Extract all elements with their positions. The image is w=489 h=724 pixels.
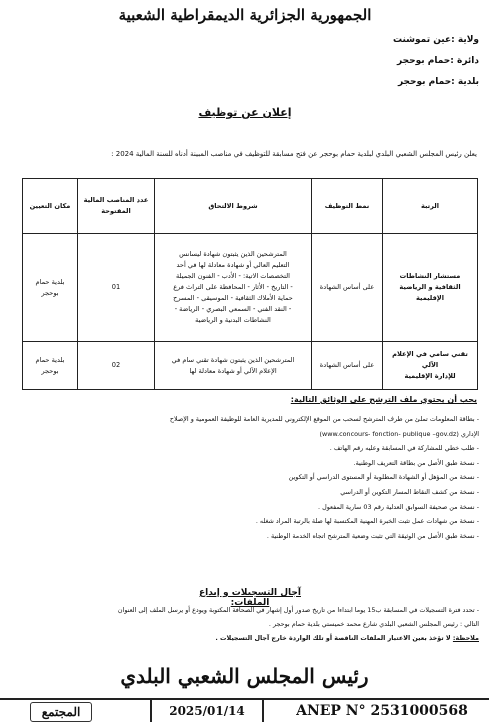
anep-number: ANEP N° 2531000568 [296, 703, 468, 719]
deadline-text [9, 603, 479, 645]
table-row [23, 342, 478, 390]
condition-line: الإعلام الآلي أو شهادة معادلة لها [189, 366, 277, 375]
rank-line: مستشار النشاطات [399, 272, 461, 280]
rank-line: الثقافية و الرياضية [399, 283, 461, 291]
cell-count: 01 [78, 234, 155, 342]
intro-text: يعلن رئيس المجلس الشعبي البلدي لبلدية حمام بوحجر عن فتح مسابقة للتوظيف في مناصب المبينة أدناه للسنة المالية 2024 : [111, 150, 477, 158]
cell-count: 02 [78, 342, 155, 390]
cell-place: بلدية حمام بوحجر [23, 342, 78, 390]
list-item: - نسخة طبق الأصل من بطاقة التعريف الوطنية. [353, 458, 479, 467]
rank-line: الإقليمية [416, 294, 444, 302]
page-title: إعلان عن توظيف [198, 106, 292, 119]
condition-line: التعليم العالي أو شهادة معادلة لها في أحد [176, 261, 290, 269]
list-item: - نسخة من شهادات عمل تثبت الخبرة المهنية المكتسبة لها صلة بالرتبة المراد شغله . [255, 517, 479, 526]
list-item: الإداري (www.concours- fonction- publique –gov.dz) [319, 429, 479, 438]
condition-line: حماية الأملاك الثقافية - الموسيقى - المسرح [173, 294, 293, 302]
newspaper-logo: المجتمع [30, 702, 92, 722]
list-item: - نسخة من صحيفة السوابق العدلية رقم 03 سارية المفعول . [318, 502, 479, 511]
cell-conditions [155, 342, 312, 390]
administration-block [319, 30, 479, 93]
republic-header: الجمهورية الجزائرية الديمقراطية الشعبية [118, 6, 372, 24]
list-item: - نسخة من المؤهل أو الشهادة المطلوبة أو المستوى الدراسي أو التكوين [288, 473, 479, 482]
col-header-count: عدد المناصب المالية المفتوحة [78, 179, 155, 234]
signature-title: رئيس المجلس الشعبي البلدي [120, 664, 369, 688]
condition-line: المترشحين الذين يثبتون شهادة تقني سام في [171, 355, 295, 364]
rank-line: للإدارة الإقليمية [404, 372, 456, 380]
cell-rank [383, 342, 478, 390]
note [9, 631, 479, 645]
col-header-place: مكان التعيين [23, 179, 78, 234]
condition-line: - النقد الفني - السمعي البصري - الرياضة - [174, 305, 292, 313]
deadline-line: التالي : رئيس المجلس الشعبي البلدي شارع محمد خميستي بلدية حمام بوحجر . [268, 620, 479, 628]
publication-date: 2025/01/14 [150, 700, 264, 722]
positions-table [22, 178, 478, 390]
col-header-conditions: شروط الالتحاق [155, 179, 312, 234]
table-header-row [23, 179, 478, 234]
condition-line: النشاطات البدنية و الرياضية [195, 316, 271, 324]
admin-line-daira: دائرة :حمام بوحجر [397, 56, 479, 66]
deadline-heading: آجال التسجيلات و إيداع الملفات: [199, 588, 301, 608]
cell-rank [383, 234, 478, 342]
footer-bar [0, 698, 489, 724]
note-text: لا تؤخذ بعين الاعتبار الملفات الناقصة أو تلك الواردة خارج آجال التسجيلات . [215, 634, 451, 642]
list-item: - طلب خطي للمشاركة في المسابقة وعليه رقم الهاتف . [329, 444, 479, 453]
rank-line: تقني سامي في الإعلام الآلي [392, 350, 468, 369]
cell-mode: على أساس الشهادة [312, 234, 383, 342]
col-header-mode: نمط التوظيف [312, 179, 383, 234]
condition-line: - التاريخ - الأثار - المحافظة على التراث فرع [173, 283, 293, 291]
cell-conditions [155, 234, 312, 342]
condition-line: التخصصات الاتية: - الأدب - الفنون الجميلة [175, 272, 291, 280]
table-row [23, 234, 478, 342]
admin-line-commune: بلدية :حمام بوحجر [397, 77, 479, 87]
documents-list [9, 412, 479, 543]
admin-line-wilaya: ولاية :عين تموشنت [392, 35, 479, 45]
note-label: ملاحظة: [452, 634, 479, 642]
cell-place: بلدية حمام بوحجر [23, 234, 78, 342]
cell-mode: على أساس الشهادة [312, 342, 383, 390]
col-header-rank: الرتبة [383, 179, 478, 234]
condition-line: المترشحين الذين يثبتون شهادة ليسانس [179, 250, 287, 258]
list-item: - بطاقة المعلومات تملئ من طرف المترشح لسحب من الموقع الإلكتروني للمديرية العامة للوظيفة العمومية و الإصلاح [169, 415, 479, 423]
list-item: - نسخة من كشف النقاط المسار التكوين أو الدراسي [340, 487, 479, 496]
deadline-line: - تحدد فترة التسجيلات في المسابقة ب15 يوما ابتداءا من تاريخ صدور أول إشهار في الصحافة المكتوبة ويودع أو يرسل الملف إلى العنوان [117, 606, 479, 614]
list-item: - نسخة طبق الأصل من الوثيقة التي تثبت وضعية المترشح اتجاه الخدمة الوطنية . [266, 531, 479, 540]
documents-heading: يجب أن يحتوي ملف الترشح على الوثائق التالية: [290, 395, 477, 404]
